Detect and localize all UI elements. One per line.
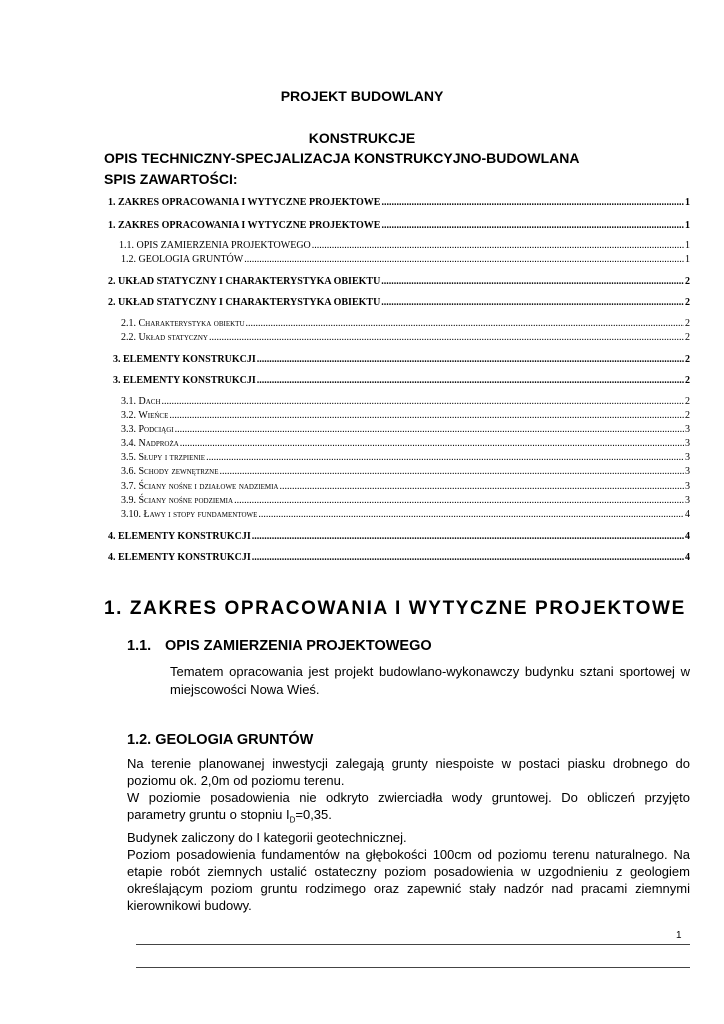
footer-divider bbox=[136, 944, 690, 945]
toc-entry[interactable]: 1.2. GEOLOGIA GRUNTÓW ..... 1 bbox=[121, 254, 690, 265]
toc-entry[interactable]: 2.1. Charakterystyka obiektu ..... 2 bbox=[121, 318, 690, 329]
page-number: 1 bbox=[676, 930, 682, 941]
paragraph: Na terenie planowanej inwestycji zalegają grunty niespoiste w postaci piasku drobnego do poziomu ok. 2,0m od poziomu terenu. bbox=[127, 756, 690, 788]
toc-entry[interactable]: 2. UKŁAD STATYCZNY I CHARAKTERYSTYKA OBIEKTU ..... 2 bbox=[108, 297, 690, 308]
subsection-title: OPIS ZAMIERZENIA PROJEKTOWEGO bbox=[165, 638, 432, 654]
paragraph: Tematem opracowania jest projekt budowlano-wykonawczy budynku sztani sportowej w miejscowości Nowa Wieś. bbox=[170, 664, 690, 697]
section-heading: 1. ZAKRES OPRACOWANIA I WYTYCZNE PROJEKTOWE bbox=[104, 598, 686, 619]
toc-entry[interactable]: 3.7. Ściany nośne i działowe nadziemia ..... 3 bbox=[121, 481, 690, 492]
toc-entry[interactable]: 3. ELEMENTY KONSTRUKCJI ..... 2 bbox=[113, 375, 690, 386]
toc-entry[interactable]: 1.1. OPIS ZAMIERZENIA PROJEKTOWEGO ..... 1 bbox=[119, 240, 690, 251]
toc-entry[interactable]: 3.3. Podciągi ..... 3 bbox=[121, 424, 690, 435]
toc-entry[interactable]: 4. ELEMENTY KONSTRUKCJI ..... 4 bbox=[108, 552, 690, 563]
toc-entry[interactable]: 3.6. Schody zewnętrzne ..... 3 bbox=[121, 466, 690, 477]
subsection-body bbox=[127, 755, 690, 914]
toc-entry[interactable]: 3. ELEMENTY KONSTRUKCJI ..... 2 bbox=[113, 354, 690, 365]
toc-entry[interactable]: 3.2. Wieńce ..... 2 bbox=[121, 410, 690, 421]
toc-entry[interactable]: 1. ZAKRES OPRACOWANIA I WYTYCZNE PROJEKTOWE ..... 1 bbox=[108, 220, 690, 231]
toc-entry[interactable]: 2. UKŁAD STATYCZNY I CHARAKTERYSTYKA OBIEKTU ..... 2 bbox=[108, 276, 690, 287]
paragraph: Budynek zaliczony do I kategorii geotechnicznej. bbox=[127, 829, 407, 845]
toc-entry[interactable]: 3.4. Nadproża ..... 3 bbox=[121, 438, 690, 449]
toc-entry[interactable]: 2.2. Układ statyczny ..... 2 bbox=[121, 332, 690, 343]
toc-entry[interactable]: 3.1. Dach ..... 2 bbox=[121, 396, 690, 407]
toc-entry[interactable]: 1. ZAKRES OPRACOWANIA I WYTYCZNE PROJEKTOWE ..... 1 bbox=[108, 197, 690, 208]
paragraph: Poziom posadowienia fundamentów na głębokości 100cm od poziomu terenu naturalnego. Na etapie robót ziemnych ustalić ostateczny poziom posadowienia w uzgodnieniu z geologiem określającym poziom gruntu rodzimego oraz zapewnić stały nadzór nad pracami ziemnymi kierownikowi budowy. bbox=[127, 846, 690, 913]
paragraph: W poziomie posadowienia nie odkryto zwierciadła wody gruntowej. Do obliczeń przyjęto parametry gruntu o stopniu $I_D=0,35$. bbox=[127, 790, 690, 825]
toc-heading: SPIS ZAWARTOŚCI: bbox=[104, 171, 238, 187]
toc-entry[interactable]: 3.10. Ławy i stopy fundamentowe ..... 4 bbox=[121, 509, 690, 520]
document-description: OPIS TECHNICZNY-SPECJALIZACJA KONSTRUKCYJNO-BUDOWLANA bbox=[104, 150, 580, 166]
subsection-heading: 1.2. GEOLOGIA GRUNTÓW bbox=[127, 732, 314, 748]
document-subtitle: KONSTRUKCJE bbox=[308, 130, 416, 146]
document-title: PROJEKT BUDOWLANY bbox=[280, 88, 444, 104]
footer-divider bbox=[136, 967, 690, 968]
toc-entry[interactable]: 3.9. Ściany nośne podziemia ..... 3 bbox=[121, 495, 690, 506]
toc-entry[interactable]: 4. ELEMENTY KONSTRUKCJI ..... 4 bbox=[108, 531, 690, 542]
subsection-heading bbox=[127, 638, 432, 654]
toc-entry[interactable]: 3.5. Słupy i trzpienie ..... 3 bbox=[121, 452, 690, 463]
subsection-number: 1.1. bbox=[127, 638, 152, 654]
